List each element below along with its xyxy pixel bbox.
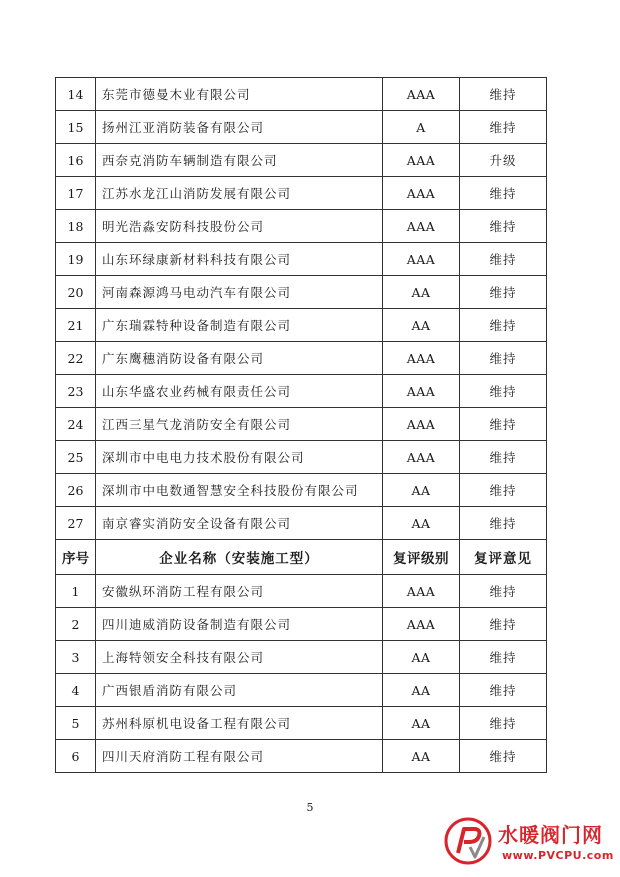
review-level: AAA <box>383 210 460 243</box>
company-name: 东莞市德曼木业有限公司 <box>96 78 383 111</box>
company-name: 苏州科原机电设备工程有限公司 <box>96 707 383 740</box>
review-level: AA <box>383 707 460 740</box>
company-name: 四川天府消防工程有限公司 <box>96 740 383 773</box>
page-number: 5 <box>306 801 314 814</box>
review-level: AAA <box>383 375 460 408</box>
review-opinion: 维持 <box>460 309 547 342</box>
table-row <box>56 441 547 474</box>
row-number: 27 <box>56 507 96 540</box>
row-number: 3 <box>56 641 96 674</box>
site-watermark <box>444 813 612 869</box>
row-number: 22 <box>56 342 96 375</box>
review-opinion: 维持 <box>460 641 547 674</box>
table-row <box>56 474 547 507</box>
company-name: 广西银盾消防有限公司 <box>96 674 383 707</box>
table-row <box>56 507 547 540</box>
company-name: 扬州江亚消防装备有限公司 <box>96 111 383 144</box>
review-level: AAA <box>383 575 460 608</box>
review-level: AAA <box>383 78 460 111</box>
installation-header <box>56 540 547 575</box>
row-number: 4 <box>56 674 96 707</box>
row-number: 24 <box>56 408 96 441</box>
row-number: 21 <box>56 309 96 342</box>
row-number: 14 <box>56 78 96 111</box>
table-row <box>56 177 547 210</box>
table-row <box>56 276 547 309</box>
review-opinion: 维持 <box>460 408 547 441</box>
review-opinion: 维持 <box>460 342 547 375</box>
company-name: 广东鹰穗消防设备有限公司 <box>96 342 383 375</box>
review-level: AAA <box>383 608 460 641</box>
company-name: 安徽纵环消防工程有限公司 <box>96 575 383 608</box>
table-row <box>56 342 547 375</box>
review-opinion: 维持 <box>460 740 547 773</box>
table-row <box>56 144 547 177</box>
review-opinion: 维持 <box>460 78 547 111</box>
review-opinion: 维持 <box>460 441 547 474</box>
row-number: 15 <box>56 111 96 144</box>
row-number: 19 <box>56 243 96 276</box>
table-row <box>56 309 547 342</box>
review-level: AAA <box>383 144 460 177</box>
evaluation-table <box>55 77 547 773</box>
row-number: 23 <box>56 375 96 408</box>
manufacturing-rows <box>56 78 547 540</box>
table-row <box>56 740 547 773</box>
row-number: 6 <box>56 740 96 773</box>
table-row <box>56 707 547 740</box>
table-row <box>56 111 547 144</box>
review-opinion: 维持 <box>460 375 547 408</box>
review-opinion: 维持 <box>460 674 547 707</box>
review-level: AAA <box>383 408 460 441</box>
row-number: 20 <box>56 276 96 309</box>
table-row <box>56 408 547 441</box>
table-header-row <box>56 540 547 575</box>
company-name: 明光浩淼安防科技股份公司 <box>96 210 383 243</box>
header-opinion: 复评意见 <box>460 540 547 575</box>
row-number: 17 <box>56 177 96 210</box>
table-row <box>56 608 547 641</box>
review-opinion: 维持 <box>460 507 547 540</box>
review-level: AA <box>383 309 460 342</box>
review-level: AAA <box>383 243 460 276</box>
company-name: 河南森源鸿马电动汽车有限公司 <box>96 276 383 309</box>
company-name: 山东华盛农业药械有限责任公司 <box>96 375 383 408</box>
review-opinion: 维持 <box>460 474 547 507</box>
review-opinion: 维持 <box>460 243 547 276</box>
review-opinion: 维持 <box>460 210 547 243</box>
review-opinion: 维持 <box>460 111 547 144</box>
review-opinion: 维持 <box>460 575 547 608</box>
watermark-title: 水暖阀门网 <box>498 823 603 847</box>
company-name: 上海特领安全科技有限公司 <box>96 641 383 674</box>
header-name: 企业名称（安装施工型） <box>96 540 383 575</box>
row-number: 2 <box>56 608 96 641</box>
review-opinion: 维持 <box>460 177 547 210</box>
company-name: 四川迪威消防设备制造有限公司 <box>96 608 383 641</box>
row-number: 16 <box>56 144 96 177</box>
review-level: AAA <box>383 342 460 375</box>
review-level: AAA <box>383 441 460 474</box>
table-row <box>56 210 547 243</box>
pv-logo-icon <box>444 817 492 865</box>
review-level: AA <box>383 641 460 674</box>
review-opinion: 维持 <box>460 707 547 740</box>
review-level: AA <box>383 276 460 309</box>
review-level: AA <box>383 507 460 540</box>
watermark-url: www.PVCPU.com <box>502 849 614 862</box>
table-row <box>56 375 547 408</box>
row-number: 1 <box>56 575 96 608</box>
header-level: 复评级别 <box>383 540 460 575</box>
table-row <box>56 575 547 608</box>
company-name: 深圳市中电数通智慧安全科技股份有限公司 <box>96 474 383 507</box>
company-name: 广东瑞霖特种设备制造有限公司 <box>96 309 383 342</box>
row-number: 5 <box>56 707 96 740</box>
review-level: A <box>383 111 460 144</box>
review-opinion: 维持 <box>460 608 547 641</box>
review-opinion: 升级 <box>460 144 547 177</box>
company-name: 山东环绿康新材料科技有限公司 <box>96 243 383 276</box>
company-name: 深圳市中电电力技术股份有限公司 <box>96 441 383 474</box>
row-number: 25 <box>56 441 96 474</box>
row-number: 26 <box>56 474 96 507</box>
row-number: 18 <box>56 210 96 243</box>
table-row <box>56 78 547 111</box>
review-level: AAA <box>383 177 460 210</box>
table-row <box>56 641 547 674</box>
company-name: 江西三星气龙消防安全有限公司 <box>96 408 383 441</box>
review-level: AA <box>383 740 460 773</box>
company-name: 西奈克消防车辆制造有限公司 <box>96 144 383 177</box>
review-opinion: 维持 <box>460 276 547 309</box>
company-name: 南京睿实消防安全设备有限公司 <box>96 507 383 540</box>
company-name: 江苏水龙江山消防发展有限公司 <box>96 177 383 210</box>
review-level: AA <box>383 474 460 507</box>
header-no: 序号 <box>56 540 96 575</box>
table-row <box>56 674 547 707</box>
table-row <box>56 243 547 276</box>
review-level: AA <box>383 674 460 707</box>
installation-rows <box>56 575 547 773</box>
